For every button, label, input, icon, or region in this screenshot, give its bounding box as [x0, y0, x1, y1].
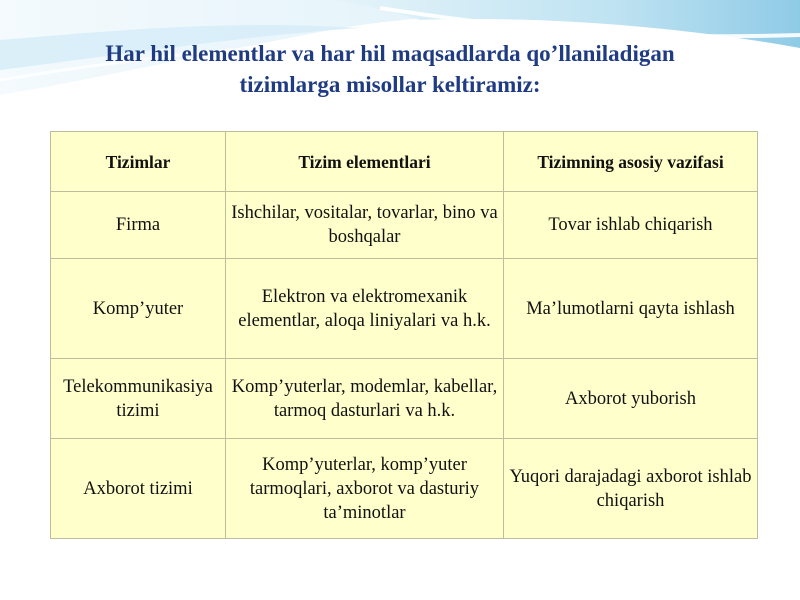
cell-system: Telekommunikasiya tizimi [51, 359, 226, 439]
cell-system: Axborot tizimi [51, 439, 226, 539]
cell-system: Komp’yuter [51, 259, 226, 359]
slide-title-line-2: tizimlarga misollar keltiramiz: [239, 72, 541, 97]
cell-elements: Elektron va elektromexanik elementlar, aloqa liniyalari va h.k. [226, 259, 504, 359]
cell-purpose: Ma’lumotlarni qayta ishlash [504, 259, 758, 359]
table-header-row [51, 132, 758, 192]
cell-elements: Ishchilar, vositalar, tovarlar, bino va boshqalar [226, 192, 504, 259]
table-row [51, 439, 758, 539]
header-purpose: Tizimning asosiy vazifasi [504, 132, 758, 192]
cell-purpose: Axborot yuborish [504, 359, 758, 439]
header-elements: Tizim elementlari [226, 132, 504, 192]
cell-purpose: Yuqori darajadagi axborot ishlab chiqarish [504, 439, 758, 539]
cell-elements: Komp’yuterlar, komp’yuter tarmoqlari, axborot va dasturiy ta’minotlar [226, 439, 504, 539]
slide-title [0, 38, 780, 100]
slide-title-line-1: Har hil elementlar va har hil maqsadlarda qo’llaniladigan [105, 41, 675, 66]
cell-system: Firma [51, 192, 226, 259]
cell-elements: Komp’yuterlar, modemlar, kabellar, tarmoq dasturlari va h.k. [226, 359, 504, 439]
header-systems: Tizimlar [51, 132, 226, 192]
cell-purpose: Tovar ishlab chiqarish [504, 192, 758, 259]
table-row [51, 192, 758, 259]
table-row [51, 259, 758, 359]
systems-table [50, 131, 758, 539]
table-row [51, 359, 758, 439]
